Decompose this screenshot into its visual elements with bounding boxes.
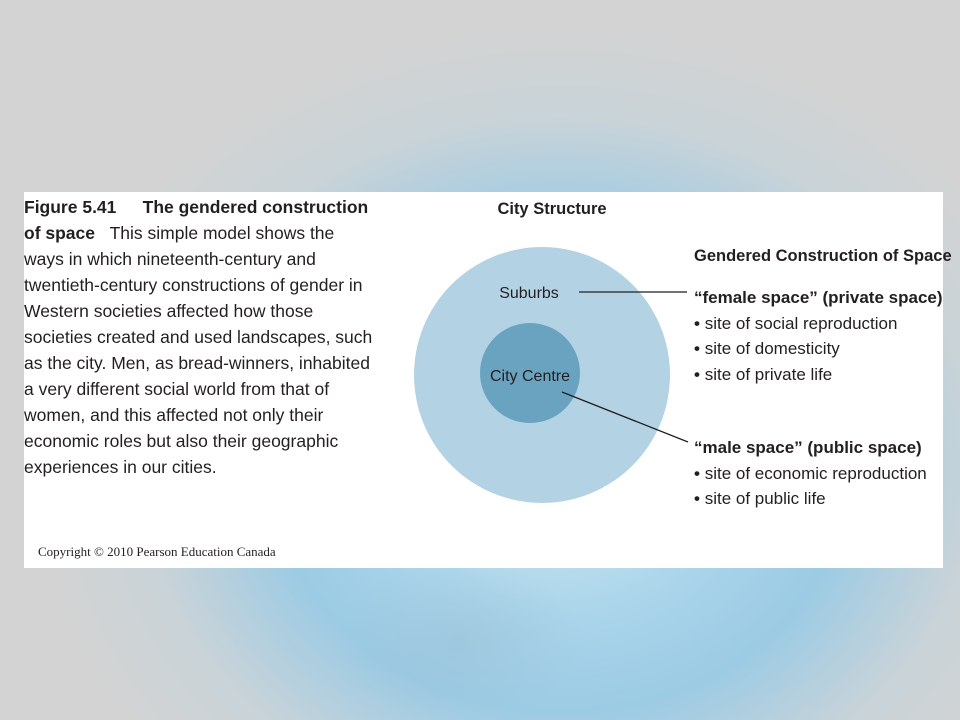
male-space-item: • site of economic reproduction [694, 461, 927, 487]
suburbs-label: Suburbs [499, 285, 559, 302]
city-centre-label: City Centre [489, 368, 571, 385]
copyright-notice: Copyright © 2010 Pearson Education Canada [38, 544, 276, 559]
background-shade [330, 560, 590, 720]
gendered-space-heading: Gendered Construction of Space [694, 247, 952, 265]
female-space-item: • site of domesticity [694, 336, 943, 362]
female-space-item: • site of social reproduction [694, 311, 943, 337]
female-space-title: “female space” (private space) [694, 288, 943, 307]
figure-panel [24, 192, 952, 568]
female-space-item: • site of private life [694, 362, 943, 388]
figure-body: This simple model shows the ways in which nineteenth-century and twentieth-century constructions of gender in Western societies affected how those societies created and used landscapes, such as the city. Men, as bread-winners, inhabited a very different social world from that of women, and this affected not only their economic roles but also their geographic experiences in our cities. [24, 223, 373, 477]
diagram-heading: City Structure [497, 200, 607, 218]
female-space-block [694, 285, 943, 387]
male-space-block [694, 435, 927, 512]
figure-title: Figure 5.41 The gendered construction of space [24, 197, 369, 243]
male-space-title: “male space” (public space) [694, 438, 922, 457]
male-space-item: • site of public life [694, 486, 927, 512]
